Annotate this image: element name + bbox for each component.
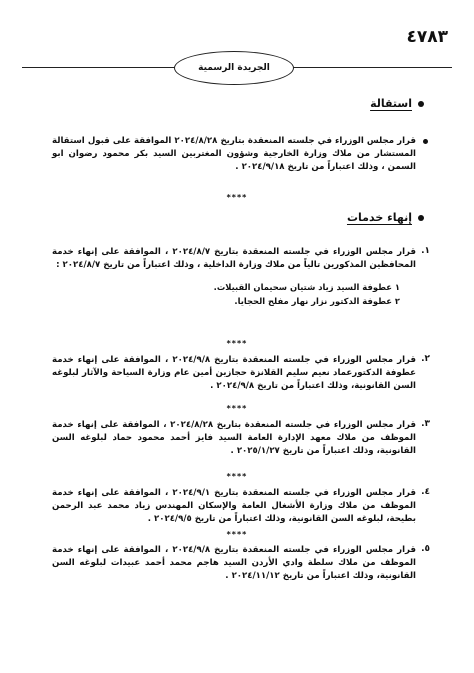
bullet-icon	[418, 215, 424, 221]
termination-item-1	[52, 246, 430, 308]
journal-name-badge	[174, 51, 294, 85]
item-text: قرار مجلس الوزراء في جلسته المنعقدة بتاريخ ٢٠٢٤/٩/٨ ، الموافقة على إنهاء خدمة عطوفة الدكتورعماد نعيم سليم القلانزة حجازين أمين عام وزارة السياحة والآثار لبلوغه السن القانونية، وذلك اعتباراً من تاريخ ٢٠٢٤/٩/٨ .	[52, 355, 416, 391]
bullet-icon	[423, 139, 428, 144]
termination-heading: إنهاء خدمات	[346, 211, 412, 224]
item-number: ١.	[421, 246, 430, 256]
termination-item-3	[52, 419, 430, 458]
resignation-text: قرار مجلس الوزراء في جلسته المنعقدة بتاريخ ٢٠٢٤/٨/٢٨ الموافقة على قبول استقالة المستشار من ملاك وزارة الخارجية وشؤون المغتربين السيد بكر محمود رضوان ابو السمن ، وذلك اعتباراً من تاريخ ٢٠٢٤/٩/١٨ .	[52, 136, 416, 172]
separator: ****	[226, 404, 248, 413]
page-number: ٤٧٨٣	[406, 27, 448, 47]
bullet-icon	[418, 101, 424, 107]
list-item: ٢ عطوفة الدكتور نزار نهار مفلح الحجايا.	[234, 296, 400, 306]
item-text: قرار مجلس الوزراء في جلسته المنعقدة بتاريخ ٢٠٢٤/٩/١ ، الموافقة على إنهاء خدمة الموظف من ملاك وزارة الأشغال العامة والإسكان المهندس زياد محمد عبد الرحمن بطيحة، لبلوغه السن القانونية، وذلك اعتباراً من تاريخ ٢٠٢٤/٩/٥ .	[52, 488, 416, 524]
item-number: ٣.	[421, 419, 430, 429]
journal-name: الجريدة الرسمية	[198, 63, 270, 73]
termination-item-5	[52, 544, 430, 583]
section-heading-termination	[347, 211, 424, 224]
resignation-paragraph	[52, 135, 416, 174]
resignation-heading: استقالة	[370, 97, 412, 110]
separator: ****	[226, 472, 248, 481]
separator: ****	[226, 193, 248, 202]
officials-list	[52, 280, 400, 308]
item-text: قرار مجلس الوزراء في جلسته المنعقدة بتاريخ ٢٠٢٤/٨/٢٨ ، الموافقة على إنهاء خدمة الموظف من ملاك معهد الإدارة العامة السيد فايز أحمد محمود حماد لبلوغه السن القانونية، وذلك اعتباراً من تاريخ ٢٠٢٥/١/٢٧ .	[52, 420, 416, 456]
item-number: ٤.	[421, 487, 430, 497]
separator: ****	[226, 530, 248, 539]
separator: ****	[226, 339, 248, 348]
list-item: ١ عطوفة السيد زياد شتيان سحيمان القبيلات.	[213, 282, 400, 292]
item-text: قرار مجلس الوزراء في جلسته المنعقدة بتاريخ ٢٠٢٤/٨/٧ ، الموافقة على إنهاء خدمة المحافظين المذكورين تالياً من ملاك وزارة الداخلية ، وذلك اعتباراً من تاريخ ٢٠٢٤/٨/٧ :	[52, 247, 416, 270]
item-text: قرار مجلس الوزراء في جلسته المنعقدة بتاريخ ٢٠٢٤/٩/٨ ، الموافقة على إنهاء خدمة الموظف من ملاك سلطة وادي الأردن السيد هاجم محمد أحمد عبيدات لبلوغه السن القانونية، وذلك اعتباراً من تاريخ ٢٠٢٤/١١/١٢ .	[52, 545, 416, 581]
item-number: ٢.	[421, 354, 430, 364]
termination-item-4	[52, 487, 430, 526]
section-heading-resignation	[370, 97, 424, 110]
item-number: ٥.	[421, 544, 430, 554]
termination-item-2	[52, 354, 430, 393]
